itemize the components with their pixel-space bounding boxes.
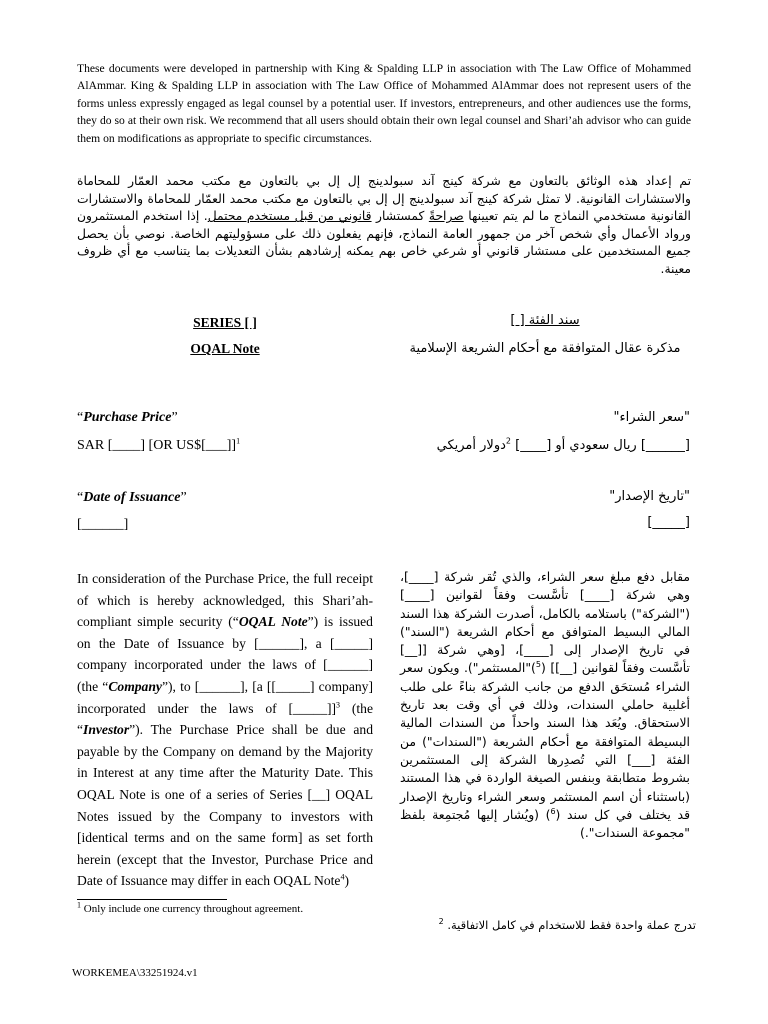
disclaimer-ar-part3: . إذا استخدم المستثمرون ورواد الأعمال وأي شخص آخر من جمهور العامة النماذج، فإنهم يفعلون ذلك على مسؤوليتهم الخاصة. نوصي بأن يحصل جميع المستخدمين على مستشار قانوني أو شرعي خاص بهم يمكنه إرشادهم بشأن التعديلات بما يتناسب مع أي ظروف معينة. (77, 209, 691, 276)
term-investor: Investor (83, 722, 130, 738)
disclaimer-ar-underlined-1: صراحةً (428, 209, 464, 224)
oqal-note-title-en: OQAL Note (190, 341, 260, 356)
document-id-footer: WORKEMEA\33251924.v1 (72, 967, 198, 979)
footnote-ref-2: 2 (505, 436, 511, 446)
term-company: Company (108, 678, 162, 694)
footnote-ref-1: 1 (236, 436, 241, 446)
footnote-separator (77, 899, 227, 900)
disclaimer-ar-underlined-2: قانوني من قبل مستخدم محتمل (207, 209, 372, 224)
body-paragraph-en: In consideration of the Purchase Price, the full receipt of which is hereby acknowledged, this Shari’ah-compliant simple security (“OQAL Note”) is issued on the Date of Issuance by [______], a [_____] company incorporated under the laws of [______] (the “Company”), to [______], [a [[_____] company] incorporated under the laws of [_____]]$^3$ (the “Investor”). The Purchase Price shall be due and payable by the Company on demand by the Majority in Interest at any time after the Maturity Date. This OQAL Note is one of a series of Series [__] OQAL Notes issued by the Company to investors with [identical terms and on the same form] as set forth herein (except that the Investor, Purchase Price and Date of Issuance may differ in each OQAL Note$^4$) (77, 571, 373, 889)
footnote-ref-6: 6 (550, 806, 556, 816)
footnote-ref-3: 3 (336, 700, 341, 710)
disclaimer-english: These documents were developed in partnership with King & Spalding LLP in association with The Law Office of Mohammed AlAmmar. King & Spalding LLP in association with The Law Office of Mohammed AlAmmar does not represent users of the forms unless expressly engaged as legal counsel by a potential user. If investors, entrepreneurs, and other audiences use the forms, they do so at their own risk. We recommend that all users should obtain their own legal counsel and Shari’ah advisor who can guide them on modifications as appropriate to specific circumstances. (77, 62, 691, 145)
series-title-en: SERIES [ ] (193, 315, 257, 330)
footnote-1: $^1$ Only include one currency throughout agreement. (77, 900, 304, 915)
oqal-note-title-ar: مذكرة عقال المتوافقة مع أحكام الشريعة الإسلامية (409, 341, 681, 356)
footnote-ref-5: 5 (535, 660, 541, 670)
term-oqal-note: OQAL Note (238, 614, 308, 630)
series-title-ar: سند الفئة [ ] (510, 313, 580, 328)
disclaimer-arabic (77, 173, 691, 279)
purchase-price-value-en: SAR [____] [OR US$[___]]$^1$ (77, 436, 241, 453)
disclaimer-ar-part1: تم إعداد هذه الوثائق بالتعاون مع شركة كينج آند سبولدينج إل إل بي بالتعاون مع مكتب محمد العمّار للمحاماة والاستشارات القانونية. لا تمثل شركة كينج آند سبولدينج إل إل بي بالتعاون مع مكتب محمد العمّار للمحاماة والاستشارات القانونية مستخدمي النماذج ما لم يتم تعيينها (77, 174, 691, 224)
purchase-price-value-ar: [______] ريال سعودي أو [____] $^2$دولار أمريكي (436, 436, 690, 453)
date-of-issuance-label-ar: "تاريخ الإصدار" (609, 489, 690, 504)
footnote-2: تدرج عملة واحدة فقط للاستخدام في كامل الاتفاقية. $^2$ (438, 917, 696, 932)
purchase-price-label-en: “Purchase Price” (77, 410, 178, 425)
body-paragraph-ar: مقابل دفع مبلغ سعر الشراء، والذي تُقر شركة [____]، وهي شركة [____] تأسَّست وفقاً لقوانين [____] ("الشركة") باستلامه بالكامل، أصدرت الشركة هذا السند المالي البسيط المتوافق مع أحكام الشريعة ("السند") في تاريخ الإصدار إلى [____]، [وهي شركة [[__] تأسَّست وفقاً لقوانين [__]] ($^5$)"المستثمر"). ويكون سعر الشراء مُستحَق الدفع من جانب الشركة بناءً على طلب أغلبية حاملي السندات، وذلك في أي وقت بعد تاريخ الاستحقاق. ويُعَد هذا السند واحداً من السندات المالية البسيطة المتوافقة مع أحكام الشريعة ("السندات") من الفئة [___] التي تُصدِرها الشركة إلى المستثمرين بشروط متطابقة وبنفس الصيغة الواردة في هذا المستند (باستثناء أن اسم المستثمر وسعر الشراء وتاريخ الإصدار قد يختلف في كل سند ($^6$) (ويُشار إليها مُجتمِعة بلفظ "مجموعة السندات".) (400, 569, 690, 841)
purchase-price-label-ar: "سعر الشراء" (613, 410, 690, 425)
date-of-issuance-label-en: “Date of Issuance” (77, 490, 187, 505)
date-of-issuance-value-en: [______] (77, 517, 129, 532)
footnote-ref-4: 4 (340, 872, 345, 882)
disclaimer-ar-part2: كمستشار (371, 209, 429, 224)
date-of-issuance-value-ar: [_____] (647, 515, 690, 530)
